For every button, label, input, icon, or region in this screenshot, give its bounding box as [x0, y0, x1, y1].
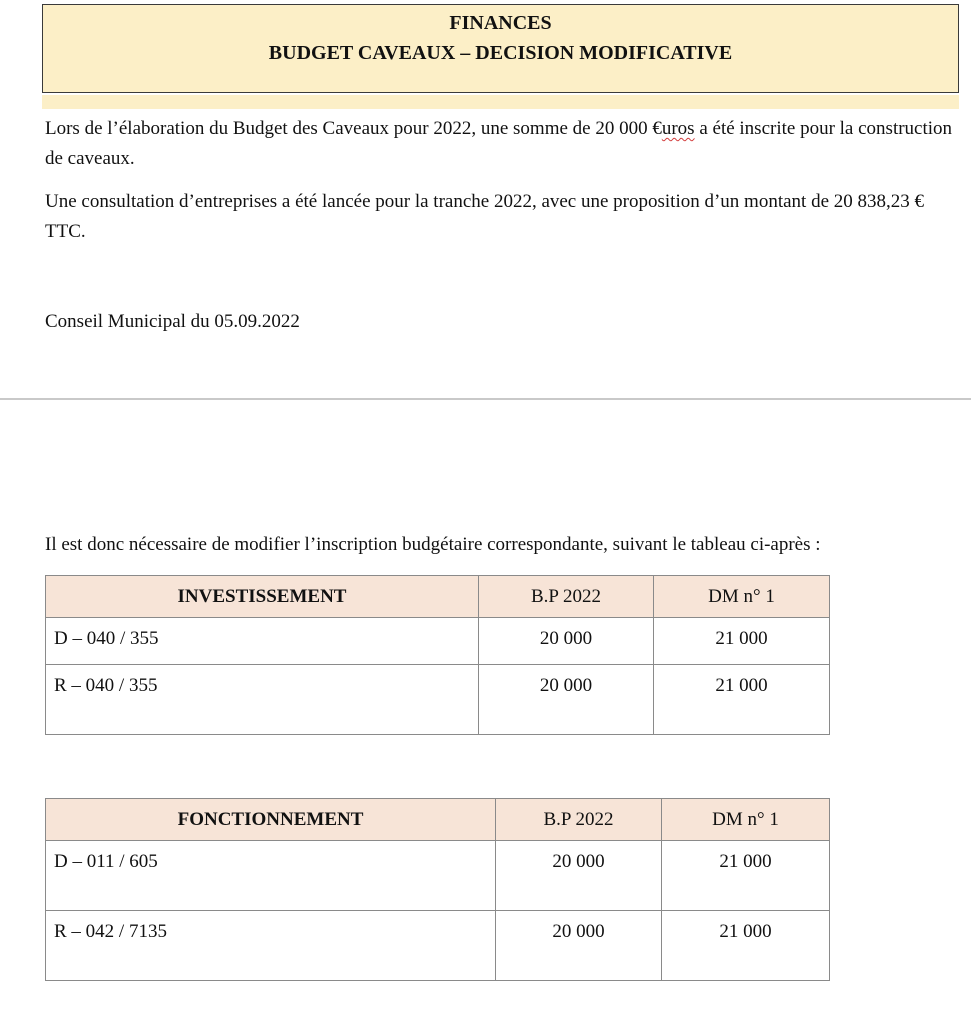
investissement-table: [45, 575, 830, 735]
table-cell: 20 000: [496, 911, 662, 981]
table-cell: D – 040 / 355: [46, 618, 479, 665]
table-cell: R – 040 / 355: [46, 665, 479, 735]
table-header-row: [46, 576, 830, 618]
table-cell: R – 042 / 7135: [46, 911, 496, 981]
column-header: FONCTIONNEMENT: [46, 799, 496, 841]
table-header-row: [46, 799, 830, 841]
meeting-date-line: Conseil Municipal du 05.09.2022: [45, 311, 300, 332]
fonctionnement-table: [45, 798, 830, 981]
section-title: FINANCES: [449, 12, 552, 34]
table-cell: 21 000: [654, 618, 830, 665]
column-header: B.P 2022: [479, 576, 654, 618]
title-shading-strip: [42, 95, 959, 109]
paragraph-table-intro: Il est donc nécessaire de modifier l’inscription budgétaire correspondante, suivant le tableau ci-après :: [45, 534, 821, 555]
table-row: [46, 618, 830, 665]
table-cell: 20 000: [479, 665, 654, 735]
table-row: [46, 911, 830, 981]
table-cell: 21 000: [662, 911, 830, 981]
document-title: BUDGET CAVEAUX – DECISION MODIFICATIVE: [268, 42, 733, 64]
column-header: DM n° 1: [654, 576, 830, 618]
table-row: [46, 841, 830, 911]
table-cell: 20 000: [479, 618, 654, 665]
column-header: DM n° 1: [662, 799, 830, 841]
page-break: [0, 398, 971, 400]
table-cell: D – 011 / 605: [46, 841, 496, 911]
table-cell: 21 000: [662, 841, 830, 911]
title-box: [42, 4, 959, 93]
paragraph-consultation: Une consultation d’entreprises a été lancée pour la tranche 2022, avec une proposition d’un montant de 20 838,23 € TTC.: [45, 191, 925, 242]
paragraph-budget-intro-start: Lors de l’élaboration du Budget des Caveaux pour 2022, une somme de 20 000 €: [45, 118, 662, 139]
paragraph-budget-intro-end: a été inscrite pour la construction de caveaux.: [45, 118, 953, 169]
table-row: [46, 665, 830, 735]
spellcheck-flagged-word[interactable]: uros: [661, 118, 695, 139]
paragraph-budget-intro: [45, 114, 965, 174]
table-cell: 20 000: [496, 841, 662, 911]
column-header: B.P 2022: [496, 799, 662, 841]
table-cell: 21 000: [654, 665, 830, 735]
column-header: INVESTISSEMENT: [46, 576, 479, 618]
